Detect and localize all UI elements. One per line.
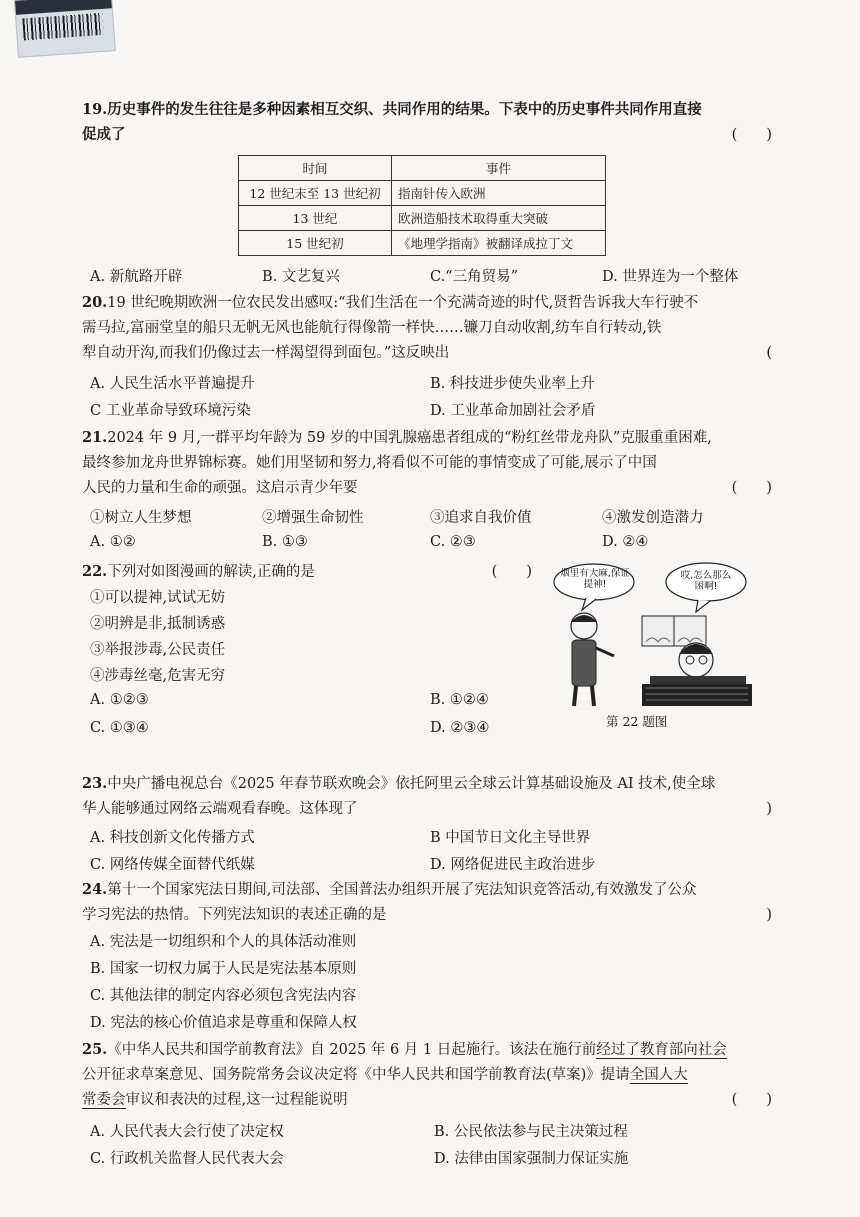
q22-option-a[interactable]: A. ①②③ [90,692,149,708]
question-21: 21.2024 年 9 月,一群平均年龄为 59 岁的中国乳腺癌患者组成的“粉红丝带龙舟队”克服重重困难, 最终参加龙舟世界锦标赛。她们用坚韧和努力,将看似不可能的事情变成了可能,展示了中国 人民的力量和生命的顽强。这启示青少年要 ( ) [82,426,772,501]
q23-option-b[interactable]: B 中国节日文化主导世界 [430,830,591,846]
q22-option-c[interactable]: C. ①③④ [90,720,149,736]
table-row: 12 世纪末至 13 世纪初 指南针传入欧洲 [239,181,606,206]
q22-answer-paren: ( ) [491,564,532,580]
question-24: 24.第十一个国家宪法日期间,司法部、全国普法办组织开展了宪法知识竞答活动,有效激发了公众 学习宪法的热情。下列宪法知识的表述正确的是 ) [82,878,772,928]
question-20: 20.19 世纪晚期欧洲一位农民发出感叹:“我们生活在一个充满奇迹的时代,贤哲告诉我大车行驶不 需马拉,富丽堂皇的船只无帆无风也能航行得像箭一样快……镰刀自动收割,纺车自行转动,铁 犁自动开沟,而我们仍像过去一样渴望得到面包。”这反映出 ( [82,291,772,366]
q21-item-2: ②增强生命韧性 [262,510,364,526]
q19-events-table [238,155,606,256]
scanned-sticker [14,0,116,58]
table-header-event: 事件 [392,156,606,181]
q23-option-c[interactable]: C. 网络传媒全面替代纸媒 [90,857,255,873]
q21-answer-paren: ( ) [731,479,772,496]
q24-stem-line2: 学习宪法的热情。下列宪法知识的表述正确的是 [82,906,387,923]
q20-option-b[interactable]: B. 科技进步使失业率上升 [430,376,595,392]
q19-option-a[interactable]: A. 新航路开辟 [90,269,183,285]
q20-option-c[interactable]: C 工业革命导致环境污染 [90,403,251,419]
q20-stem-line3: 犁自动开沟,而我们仍像过去一样渴望得到面包。”这反映出 [82,344,450,361]
q22-cartoon-image [546,560,752,710]
q24-option-a[interactable]: A. 宪法是一切组织和个人的具体活动准则 [90,934,357,950]
q19-answer-paren: ( ) [731,126,772,143]
q20-stem-line2: 需马拉,富丽堂皇的船只无帆无风也能航行得像箭一样快……镰刀自动收割,纺车自行转动,铁 [82,319,662,336]
q21-item-4: ④激发创造潜力 [602,510,704,526]
q25-underlined-text-2: 全国人大 [629,1066,688,1083]
q23-stem-line1: 中央广播电视总台《2025 年春节联欢晚会》依托阿里云全球云计算基础设施及 AI 技术,使全球 [107,776,716,792]
question-22: 22.下列对如图漫画的解读,正确的是 ( ) [82,560,542,585]
q24-option-b[interactable]: B. 国家一切权力属于人民是宪法基本原则 [90,961,357,977]
q19-option-c[interactable]: C.“三角贸易” [430,269,519,285]
q24-option-c[interactable]: C. 其他法律的制定内容必须包含宪法内容 [90,988,357,1004]
q23-stem-line2: 华人能够通过网络云端观看春晚。这体现了 [82,800,358,817]
q20-answer-paren: ( [766,344,772,361]
q25-underlined-text-1: 经过了教育部向社会 [596,1042,727,1058]
q23-answer-paren: ) [766,800,772,817]
q24-option-d[interactable]: D. 宪法的核心价值追求是尊重和保障人权 [90,1015,357,1031]
table-header-time: 时间 [239,156,392,181]
q22-stem: 下列对如图漫画的解读,正确的是 [107,564,315,580]
q25-option-d[interactable]: D. 法律由国家强制力保证实施 [434,1151,629,1167]
q22-figure-caption: 第 22 题图 [606,714,668,729]
q19-stem-line2: 促成了 [82,125,126,143]
q21-option-a[interactable]: A. ①② [90,534,136,550]
q25-underlined-text-3: 常委会 [82,1091,126,1108]
cartoon-bubble-right: 哎,怎么那么困啊! [680,570,732,593]
q20-option-d[interactable]: D. 工业革命加剧社会矛盾 [430,403,596,419]
q23-option-d[interactable]: D. 网络促进民主政治进步 [430,857,596,873]
q22-option-b[interactable]: B. ①②④ [430,692,489,708]
q21-option-d[interactable]: D. ②④ [602,534,649,550]
q22-item-4: ④涉毒丝毫,危害无穷 [90,668,226,684]
question-23: 23.中央广播电视总台《2025 年春节联欢晚会》依托阿里云全球云计算基础设施及 AI 技术,使全球 华人能够通过网络云端观看春晚。这体现了 ) [82,772,772,822]
q21-option-c[interactable]: C. ②③ [430,534,476,550]
q19-option-d[interactable]: D. 世界连为一个整体 [602,269,739,285]
q20-stem-line1: 19 世纪晚期欧洲一位农民发出感叹:“我们生活在一个充满奇迹的时代,贤哲告诉我大车行驶不 [107,295,699,311]
q21-stem-line3: 人民的力量和生命的顽强。这启示青少年要 [82,479,358,496]
q21-stem-line2: 最终参加龙舟世界锦标赛。她们用坚韧和努力,将看似不可能的事情变成了可能,展示了中国 [82,454,657,471]
q23-option-a[interactable]: A. 科技创新文化传播方式 [90,830,255,846]
cartoon-bubble-left: 烟里有大麻,保证提神! [560,568,630,591]
table-row: 13 世纪 欧洲造船技术取得重大突破 [239,206,606,231]
q22-item-1: ①可以提神,试试无妨 [90,590,226,606]
q25-option-b[interactable]: B. 公民依法参与民主决策过程 [434,1124,628,1140]
q25-answer-paren: ( ) [731,1091,772,1108]
q19-stem-line1: 历史事件的发生往往是多种因素相互交织、共同作用的结果。下表中的历史事件共同作用直接 [107,101,702,118]
q25-option-c[interactable]: C. 行政机关监督人民代表大会 [90,1151,284,1167]
q22-item-3: ③举报涉毒,公民责任 [90,642,226,658]
q24-stem-line1: 第十一个国家宪法日期间,司法部、全国普法办组织开展了宪法知识竞答活动,有效激发了公众 [107,882,697,898]
table-row: 15 世纪初 《地理学指南》被翻译成拉丁文 [239,231,606,256]
question-25: 25.《中华人民共和国学前教育法》自 2025 年 6 月 1 日起施行。该法在施行前经过了教育部向社会 公开征求草案意见、国务院常务会议决定将《中华人民共和国学前教育法(草案)》提请全国人大 常委会审议和表决的过程,这一过程能说明 ( ) [82,1038,772,1113]
q19-option-b[interactable]: B. 文艺复兴 [262,269,340,285]
question-19: 19.历史事件的发生往往是多种因素相互交织、共同作用的结果。下表中的历史事件共同作用直接 促成了 ( ) [82,98,772,148]
q21-item-1: ①树立人生梦想 [90,510,192,526]
q21-option-b[interactable]: B. ①③ [262,534,308,550]
q20-option-a[interactable]: A. 人民生活水平普遍提升 [90,376,255,392]
q25-option-a[interactable]: A. 人民代表大会行使了决定权 [90,1124,284,1140]
q22-option-d[interactable]: D. ②③④ [430,720,490,736]
q21-item-3: ③追求自我价值 [430,510,532,526]
q24-answer-paren: ) [766,906,772,923]
q22-item-2: ②明辨是非,抵制诱惑 [90,616,226,632]
q21-stem-line1: 2024 年 9 月,一群平均年龄为 59 岁的中国乳腺癌患者组成的“粉红丝带龙舟队”克服重重困难, [107,430,712,446]
